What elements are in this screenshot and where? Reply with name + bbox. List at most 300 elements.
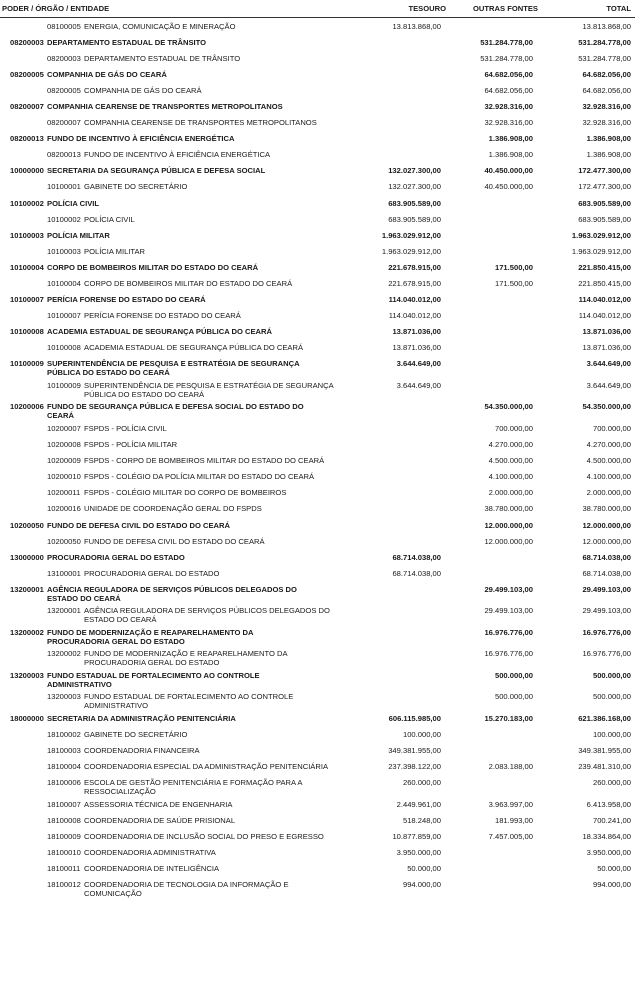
entity-code: 13200003: [10, 670, 44, 680]
table-row-unit: [0, 689, 635, 711]
other-sources-cell: [450, 743, 542, 759]
other-sources-cell: [450, 727, 542, 743]
table-row-unit: [0, 759, 635, 775]
other-sources-cell: [450, 308, 542, 324]
other-sources-cell: 12.000.000,00: [484, 536, 533, 546]
entity-name: POLÍCIA CIVIL: [47, 198, 100, 208]
other-sources-cell: 700.000,00: [494, 423, 533, 433]
entity-name: PERÍCIA FORENSE DO ESTADO DO CEARÁ: [47, 295, 206, 305]
treasury-cell: 3.950.000,00: [396, 848, 441, 858]
entity-code: 10200008: [47, 440, 81, 450]
treasury-cell: 68.714.038,00: [392, 568, 441, 578]
other-sources-cell: [450, 227, 542, 243]
entity-cell: [0, 147, 355, 163]
other-sources-cell: 171.500,00: [494, 262, 533, 272]
entity-cell: [0, 356, 355, 378]
entity-code: 18100003: [47, 746, 81, 756]
table-row-unit: [0, 603, 635, 625]
entity-name: FUNDO ESTADUAL DE FORTALECIMENTO AO CONTROLE ADMINISTRATIVO: [84, 692, 294, 711]
table-row-unit: [0, 469, 635, 485]
total-cell: 1.386.908,00: [586, 150, 631, 160]
other-sources-cell: 29.499.103,00: [484, 606, 533, 616]
total-cell: 38.780.000,00: [582, 504, 631, 514]
total-cell: 683.905.589,00: [578, 214, 631, 224]
total-cell: 3.644.649,00: [586, 359, 631, 369]
total-cell: 13.871.036,00: [582, 343, 631, 353]
entity-name: CORPO DE BOMBEIROS MILITAR DO ESTADO DO CEARÁ: [47, 262, 259, 272]
entity-cell: [0, 179, 355, 195]
total-cell: 1.963.029.912,00: [571, 246, 631, 256]
other-sources-cell: [450, 877, 542, 899]
treasury-cell: [355, 420, 450, 436]
table-row-unit: [0, 877, 635, 899]
treasury-cell: 13.813.868,00: [392, 21, 441, 31]
entity-cell: [0, 646, 355, 668]
total-cell: 3.950.000,00: [586, 848, 631, 858]
entity-name: DEPARTAMENTO ESTADUAL DE TRÂNSITO: [84, 53, 241, 63]
other-sources-cell: 16.976.776,00: [484, 649, 533, 659]
entity-name: ASSESSORIA TÉCNICA DE ENGENHARIA: [84, 799, 233, 809]
total-cell: 64.682.056,00: [582, 85, 631, 95]
total-cell: 29.499.103,00: [582, 606, 631, 616]
other-sources-cell: [450, 377, 542, 399]
other-sources-cell: 2.000.000,00: [488, 488, 533, 498]
entity-name: SUPERINTENDÊNCIA DE PESQUISA E ESTRATÉGIA DE SEGURANÇA PÚBLICA DO ESTADO DO CEARÁ: [47, 359, 300, 378]
entity-code: 18100008: [47, 815, 81, 825]
table-row-entity: [0, 227, 635, 243]
table-row-unit: [0, 82, 635, 98]
entity-name: FSPDS - POLÍCIA CIVIL: [84, 423, 167, 433]
table-row-unit: [0, 243, 635, 259]
entity-code: 18100011: [47, 864, 81, 874]
table-row-entity: [0, 710, 635, 726]
entity-code: 18100004: [47, 762, 81, 772]
total-cell: 54.350.000,00: [582, 402, 631, 412]
total-cell: 12.000.000,00: [582, 536, 631, 546]
other-sources-cell: 40.450.000,00: [484, 166, 533, 176]
table-row-unit: [0, 743, 635, 759]
table-row-unit: [0, 453, 635, 469]
entity-name: ACADEMIA ESTADUAL DE SEGURANÇA PÚBLICA DO CEARÁ: [84, 343, 304, 353]
table-row-unit: [0, 50, 635, 66]
entity-cell: [0, 115, 355, 131]
table-row-unit: [0, 812, 635, 828]
entity-code: 10100004: [10, 262, 44, 272]
entity-name: PROCURADORIA GERAL DO ESTADO: [47, 552, 185, 562]
entity-name: UNIDADE DE COORDENAÇÃO GERAL DO FSPDS: [84, 504, 262, 514]
total-cell: 13.871.036,00: [582, 327, 631, 337]
table-row-entity: [0, 66, 635, 82]
other-sources-cell: [450, 292, 542, 308]
other-sources-cell: 2.083.188,00: [488, 762, 533, 772]
entity-cell: [0, 163, 355, 179]
entity-code: 18100009: [47, 831, 81, 841]
treasury-cell: 1.963.029.912,00: [381, 230, 441, 240]
other-sources-cell: 32.928.316,00: [484, 118, 533, 128]
table-row-entity: [0, 163, 635, 179]
treasury-cell: 10.877.859,00: [392, 831, 441, 841]
other-sources-cell: 4.270.000,00: [488, 440, 533, 450]
total-cell: 68.714.038,00: [582, 552, 631, 562]
table-row-unit: [0, 796, 635, 812]
total-cell: 114.040.012,00: [578, 311, 631, 321]
table-row-entity: [0, 195, 635, 211]
entity-code: 08200007: [47, 118, 81, 128]
treasury-cell: 132.027.300,00: [388, 166, 441, 176]
total-cell: 2.000.000,00: [586, 488, 631, 498]
total-cell: 260.000,00: [592, 778, 631, 788]
table-row-entity: [0, 131, 635, 147]
treasury-cell: 114.040.012,00: [388, 295, 441, 305]
entity-cell: [0, 501, 355, 517]
entity-cell: [0, 82, 355, 98]
entity-cell: [0, 292, 355, 308]
entity-name: POLÍCIA MILITAR: [84, 246, 146, 256]
entity-code: 13200001: [47, 606, 81, 616]
treasury-cell: [355, 581, 450, 603]
entity-name: FSPDS - CORPO DE BOMBEIROS MILITAR DO ESTADO DO CEARÁ: [84, 456, 325, 466]
entity-name: CORPO DE BOMBEIROS MILITAR DO ESTADO DO CEARÁ: [84, 279, 293, 288]
table-row-unit: [0, 501, 635, 517]
entity-code: 13000000: [10, 552, 44, 562]
table-row-unit: [0, 861, 635, 877]
treasury-cell: 1.963.029.912,00: [381, 246, 441, 256]
total-cell: 531.284.778,00: [578, 53, 631, 63]
treasury-cell: [355, 469, 450, 485]
treasury-cell: [355, 98, 450, 114]
total-cell: 29.499.103,00: [582, 584, 631, 594]
entity-name: FUNDO DE INCENTIVO À EFICIÊNCIA ENERGÉTICA: [84, 150, 271, 160]
other-sources-cell: 500.000,00: [494, 670, 533, 680]
entity-code: 10100009: [47, 380, 81, 390]
total-cell: 172.477.300,00: [578, 166, 631, 176]
total-cell: 6.413.958,00: [586, 799, 631, 809]
entity-cell: [0, 565, 355, 581]
entity-name: FSPDS - POLÍCIA MILITAR: [84, 440, 178, 450]
entity-code: 10100002: [10, 198, 44, 208]
entity-name: ACADEMIA ESTADUAL DE SEGURANÇA PÚBLICA DO CEARÁ: [47, 327, 273, 337]
other-sources-cell: 12.000.000,00: [484, 520, 533, 530]
total-cell: 64.682.056,00: [582, 69, 631, 79]
column-header-total: TOTAL: [542, 0, 635, 18]
treasury-cell: 13.871.036,00: [392, 343, 441, 353]
treasury-cell: [355, 501, 450, 517]
entity-name: COORDENADORIA FINANCEIRA: [84, 746, 200, 756]
treasury-cell: 3.644.649,00: [396, 380, 441, 390]
entity-code: 18100002: [47, 730, 81, 739]
treasury-cell: 13.871.036,00: [392, 327, 441, 337]
treasury-cell: 683.905.589,00: [388, 214, 441, 224]
total-cell: 16.976.776,00: [582, 627, 631, 637]
entity-name: FUNDO DE DEFESA CIVIL DO ESTADO DO CEARÁ: [47, 520, 230, 530]
entity-name: DEPARTAMENTO ESTADUAL DE TRÂNSITO: [47, 37, 207, 47]
total-cell: 700.000,00: [592, 423, 631, 433]
total-cell: 621.386.168,00: [578, 713, 631, 723]
other-sources-cell: [450, 211, 542, 227]
other-sources-cell: 15.270.183,00: [484, 713, 533, 723]
entity-name: GABINETE DO SECRETÁRIO: [84, 730, 188, 739]
entity-code: 10100007: [10, 295, 44, 305]
total-cell: 1.963.029.912,00: [571, 230, 631, 240]
other-sources-cell: 7.457.005,00: [488, 831, 533, 841]
table-row-unit: [0, 845, 635, 861]
treasury-cell: [355, 131, 450, 147]
other-sources-cell: [450, 565, 542, 581]
treasury-cell: [355, 624, 450, 646]
entity-code: 18100010: [47, 848, 81, 858]
entity-name: FUNDO DE MODERNIZAÇÃO E REAPARELHAMENTO DA PROCURADORIA GERAL DO ESTADO: [84, 649, 288, 668]
total-cell: 4.500.000,00: [586, 456, 631, 466]
entity-code: 10100002: [47, 214, 81, 224]
entity-cell: [0, 727, 355, 743]
treasury-cell: [355, 50, 450, 66]
entity-code: 13200001: [10, 584, 44, 594]
other-sources-cell: 1.386.908,00: [488, 150, 533, 160]
entity-cell: [0, 437, 355, 453]
entity-name: SECRETARIA DA ADMINISTRAÇÃO PENITENCIÁRIA: [47, 713, 236, 723]
table-header: [0, 0, 635, 18]
other-sources-cell: 4.500.000,00: [488, 456, 533, 466]
table-row-entity: [0, 356, 635, 378]
entity-code: 10000000: [10, 166, 44, 176]
total-cell: 4.270.000,00: [586, 440, 631, 450]
entity-code: 08200005: [47, 85, 81, 95]
entity-code: 10100008: [47, 343, 81, 353]
entity-name: COORDENADORIA DE SAÚDE PRISIONAL: [84, 815, 236, 825]
table-row-unit: [0, 485, 635, 501]
entity-code: 10200050: [47, 536, 81, 546]
entity-code: 13100001: [47, 568, 81, 578]
entity-cell: [0, 420, 355, 436]
treasury-cell: 100.000,00: [402, 730, 441, 739]
entity-name: AGÊNCIA REGULADORA DE SERVIÇOS PÚBLICOS DELEGADOS DO ESTADO DO CEARÁ: [84, 606, 330, 625]
entity-name: COMPANHIA DE GÁS DO CEARÁ: [47, 69, 167, 79]
entity-code: 10200009: [47, 456, 81, 466]
entity-code: 10200016: [47, 504, 81, 514]
other-sources-cell: 500.000,00: [494, 692, 533, 702]
table-row-entity: [0, 517, 635, 533]
entity-code: 10200011: [47, 488, 81, 498]
entity-name: AGÊNCIA REGULADORA DE SERVIÇOS PÚBLICOS DELEGADOS DO ESTADO DO CEARÁ: [47, 584, 297, 603]
other-sources-cell: 54.350.000,00: [484, 402, 533, 412]
treasury-cell: [355, 485, 450, 501]
treasury-cell: [355, 115, 450, 131]
entity-cell: [0, 18, 355, 35]
treasury-cell: [355, 533, 450, 549]
treasury-cell: [355, 453, 450, 469]
total-cell: 349.381.955,00: [578, 746, 631, 756]
table-row-unit: [0, 533, 635, 549]
entity-cell: [0, 812, 355, 828]
other-sources-cell: 32.928.316,00: [484, 101, 533, 111]
entity-cell: [0, 399, 355, 421]
other-sources-cell: [450, 775, 542, 797]
entity-code: 08200003: [10, 37, 44, 47]
treasury-cell: [355, 82, 450, 98]
other-sources-cell: 4.100.000,00: [488, 472, 533, 482]
treasury-cell: 237.398.122,00: [388, 762, 441, 772]
treasury-cell: [355, 689, 450, 711]
total-cell: 13.813.868,00: [582, 21, 631, 31]
treasury-cell: 349.381.955,00: [388, 746, 441, 756]
treasury-cell: [355, 517, 450, 533]
table-row-unit: [0, 775, 635, 797]
treasury-cell: [355, 399, 450, 421]
entity-cell: [0, 667, 355, 689]
table-row-unit: [0, 115, 635, 131]
entity-cell: [0, 517, 355, 533]
total-cell: 16.976.776,00: [582, 649, 631, 659]
entity-code: 10100009: [10, 359, 44, 369]
entity-cell: [0, 861, 355, 877]
treasury-cell: 2.449.961,00: [396, 799, 441, 809]
total-cell: 4.100.000,00: [586, 472, 631, 482]
total-cell: 50.000,00: [597, 864, 631, 874]
entity-cell: [0, 689, 355, 711]
other-sources-cell: [450, 195, 542, 211]
entity-code: 18100012: [47, 880, 81, 890]
entity-code: 08200005: [10, 69, 44, 79]
entity-code: 10100001: [47, 182, 81, 192]
entity-code: 08200007: [10, 101, 44, 111]
entity-code: 13200002: [47, 649, 81, 659]
entity-code: 18100006: [47, 778, 81, 788]
total-cell: 68.714.038,00: [582, 568, 631, 578]
total-cell: 221.850.415,00: [578, 262, 631, 272]
entity-name: COORDENADORIA DE INCLUSÃO SOCIAL DO PRESO E EGRESSO: [84, 831, 324, 841]
entity-code: 10200006: [10, 402, 44, 412]
table-row-unit: [0, 420, 635, 436]
total-cell: 500.000,00: [592, 692, 631, 702]
entity-name: SUPERINTENDÊNCIA DE PESQUISA E ESTRATÉGIA DE SEGURANÇA PÚBLICA DO ESTADO DO CEARÁ: [84, 380, 334, 399]
treasury-cell: 221.678.915,00: [388, 279, 441, 288]
treasury-cell: [355, 667, 450, 689]
entity-cell: [0, 453, 355, 469]
entity-name: ENERGIA, COMUNICAÇÃO E MINERAÇÃO: [84, 21, 236, 31]
entity-cell: [0, 624, 355, 646]
entity-cell: [0, 340, 355, 356]
entity-name: PROCURADORIA GERAL DO ESTADO: [84, 568, 220, 578]
entity-name: SECRETARIA DA SEGURANÇA PÚBLICA E DEFESA SOCIAL: [47, 166, 266, 176]
table-row-unit: [0, 276, 635, 292]
treasury-cell: 114.040.012,00: [388, 311, 441, 321]
treasury-cell: [355, 66, 450, 82]
entity-cell: [0, 533, 355, 549]
total-cell: 32.928.316,00: [582, 118, 631, 128]
other-sources-cell: [450, 549, 542, 565]
entity-cell: [0, 324, 355, 340]
treasury-cell: [355, 437, 450, 453]
table-row-unit: [0, 211, 635, 227]
entity-name: FSPDS - COLÉGIO DA POLÍCIA MILITAR DO ESTADO DO CEARÁ: [84, 472, 315, 482]
entity-cell: [0, 34, 355, 50]
entity-name: POLÍCIA CIVIL: [84, 214, 135, 224]
total-cell: 221.850.415,00: [578, 279, 631, 288]
treasury-cell: 3.644.649,00: [396, 359, 441, 369]
other-sources-cell: 531.284.778,00: [480, 53, 533, 63]
treasury-cell: [355, 147, 450, 163]
entity-code: 13200003: [47, 692, 81, 702]
other-sources-cell: 64.682.056,00: [484, 69, 533, 79]
entity-code: 10200007: [47, 423, 81, 433]
entity-code: 10200010: [47, 472, 81, 482]
entity-cell: [0, 485, 355, 501]
entity-cell: [0, 131, 355, 147]
treasury-cell: 260.000,00: [402, 778, 441, 788]
entity-cell: [0, 828, 355, 844]
entity-name: COMPANHIA CEARENSE DE TRANSPORTES METROPOLITANOS: [47, 101, 283, 111]
entity-name: FUNDO DE SEGURANÇA PÚBLICA E DEFESA SOCIAL DO ESTADO DO CEARÁ: [47, 402, 304, 421]
treasury-cell: [355, 603, 450, 625]
total-cell: 1.386.908,00: [586, 134, 631, 144]
total-cell: 172.477.300,00: [578, 182, 631, 192]
other-sources-cell: 531.284.778,00: [480, 37, 533, 47]
entity-cell: [0, 227, 355, 243]
other-sources-cell: [450, 324, 542, 340]
table-row-entity: [0, 399, 635, 421]
treasury-cell: [355, 34, 450, 50]
treasury-cell: 221.678.915,00: [388, 262, 441, 272]
treasury-cell: 518.248,00: [402, 815, 441, 825]
treasury-cell: 132.027.300,00: [388, 182, 441, 192]
entity-code: 10200050: [10, 520, 44, 530]
entity-name: COORDENADORIA DE TECNOLOGIA DA INFORMAÇÃO E COMUNICAÇÃO: [84, 880, 289, 899]
entity-name: FUNDO DE INCENTIVO À EFICIÊNCIA ENERGÉTICA: [47, 134, 235, 144]
table-row-unit: [0, 828, 635, 844]
total-cell: 239.481.310,00: [578, 762, 631, 772]
entity-cell: [0, 775, 355, 797]
entity-cell: [0, 211, 355, 227]
table-row-unit: [0, 565, 635, 581]
other-sources-cell: 40.450.000,00: [484, 182, 533, 192]
entity-cell: [0, 469, 355, 485]
total-cell: 32.928.316,00: [582, 101, 631, 111]
total-cell: 12.000.000,00: [582, 520, 631, 530]
total-cell: 500.000,00: [592, 670, 631, 680]
entity-code: 18000000: [10, 713, 44, 723]
table-row-entity: [0, 98, 635, 114]
entity-code: 08200003: [47, 53, 81, 63]
table-row-unit: [0, 308, 635, 324]
entity-code: 13200002: [10, 627, 44, 637]
total-cell: 994.000,00: [592, 880, 631, 890]
table-row-unit: [0, 377, 635, 399]
table-row-entity: [0, 324, 635, 340]
entity-cell: [0, 98, 355, 114]
table-row-unit: [0, 727, 635, 743]
entity-cell: [0, 308, 355, 324]
other-sources-cell: [450, 18, 542, 35]
entity-name: COORDENADORIA DE INTELIGÊNCIA: [84, 864, 220, 874]
entity-cell: [0, 195, 355, 211]
other-sources-cell: [450, 356, 542, 378]
table-body: [0, 18, 635, 899]
entity-code: 10100004: [47, 279, 81, 288]
total-cell: 700.241,00: [592, 815, 631, 825]
other-sources-cell: 64.682.056,00: [484, 85, 533, 95]
entity-name: GABINETE DO SECRETÁRIO: [84, 182, 188, 192]
entity-name: FUNDO ESTADUAL DE FORTALECIMENTO AO CONTROLE ADMINISTRATIVO: [47, 670, 260, 689]
entity-name: COMPANHIA DE GÁS DO CEARÁ: [84, 85, 202, 95]
entity-name: COMPANHIA CEARENSE DE TRANSPORTES METROPOLITANOS: [84, 118, 317, 128]
entity-cell: [0, 603, 355, 625]
entity-cell: [0, 796, 355, 812]
table-row-unit: [0, 147, 635, 163]
entity-name: FUNDO DE DEFESA CIVIL DO ESTADO DO CEARÁ: [84, 536, 265, 546]
treasury-cell: 994.000,00: [402, 880, 441, 890]
entity-cell: [0, 759, 355, 775]
entity-cell: [0, 549, 355, 565]
